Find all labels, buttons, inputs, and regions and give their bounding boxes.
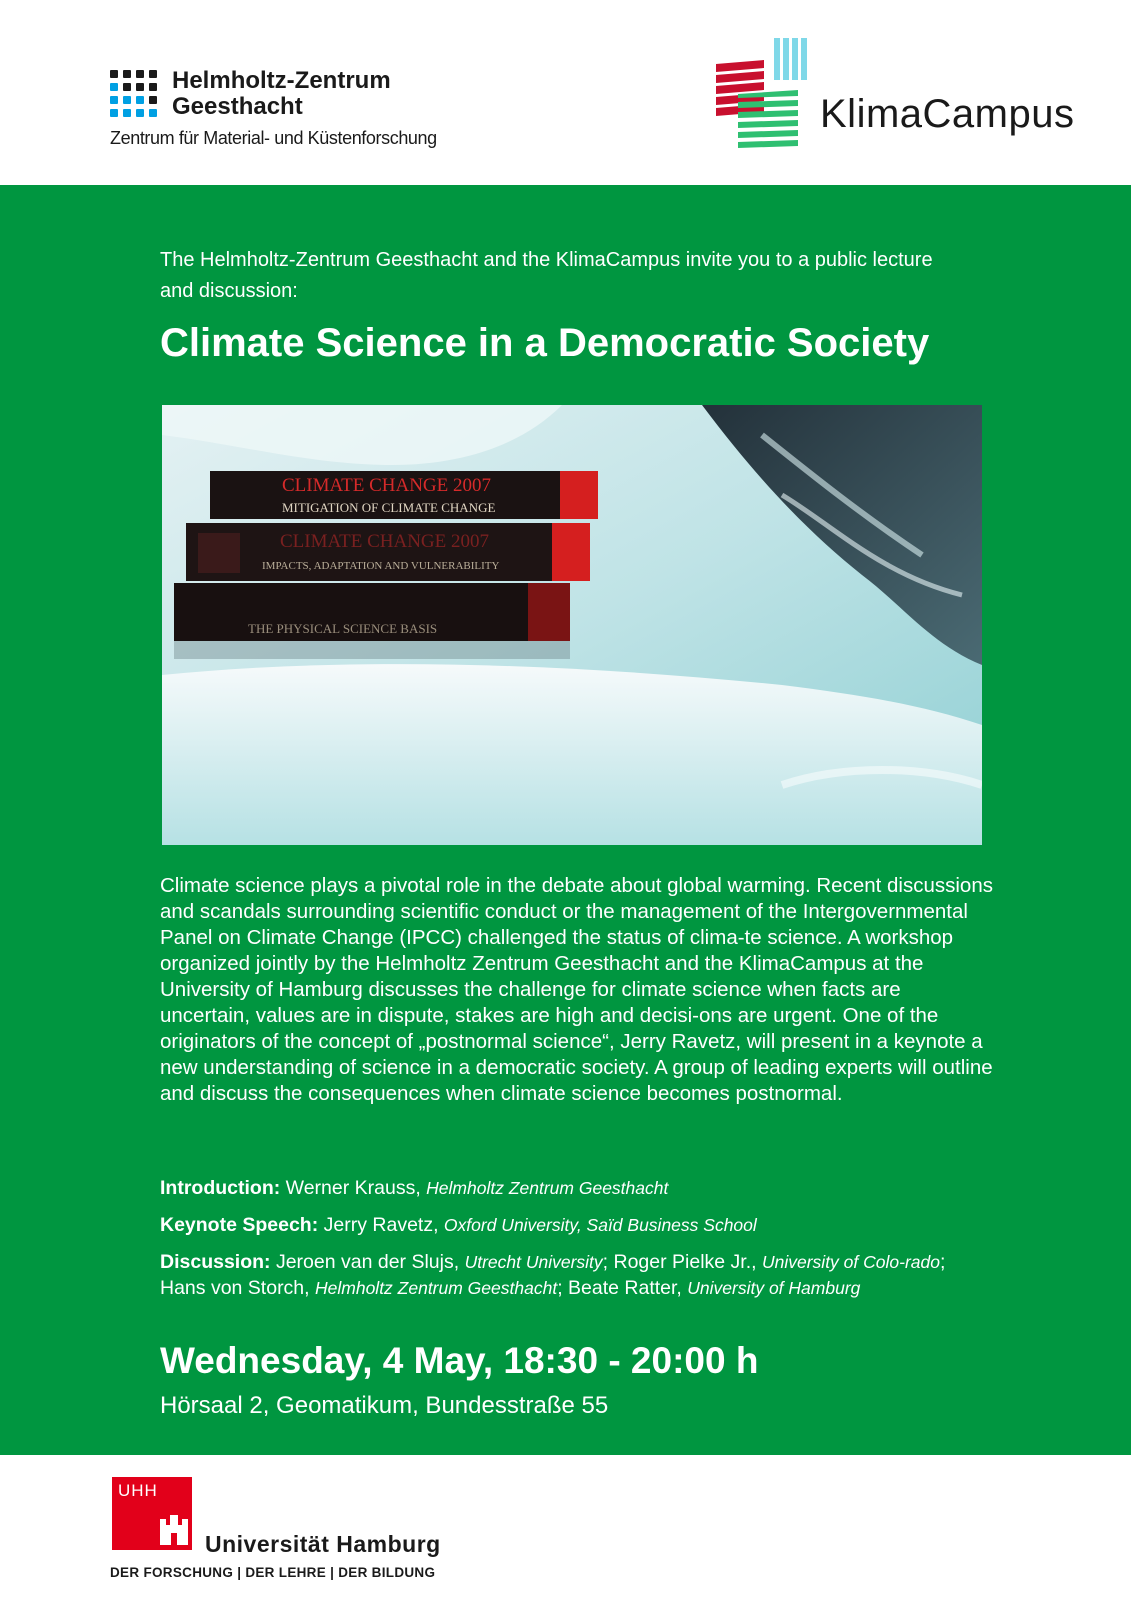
discussion-p4-affiliation: University of Hamburg (687, 1278, 861, 1298)
discussion-p2-affiliation: University of Colo-rado (761, 1252, 940, 1272)
speaker-introduction (160, 1175, 996, 1201)
castle-icon (156, 1511, 192, 1547)
discussion-p2-name: ; Roger Pielke Jr., (602, 1251, 757, 1273)
speakers (160, 1175, 996, 1312)
hzg-name (172, 68, 391, 120)
book1-title: CLIMATE CHANGE 2007 (282, 475, 491, 496)
hzg-name-line2: Geesthacht (172, 93, 303, 120)
book3-subtitle: THE PHYSICAL SCIENCE BASIS (248, 621, 438, 636)
introduction-name: Werner Krauss, (285, 1177, 421, 1199)
hzg-name-line1: Helmholtz-Zentrum (172, 67, 391, 94)
main-panel (0, 185, 1131, 1455)
header (0, 0, 1131, 185)
description: Climate science plays a pivotal role in the debate about global warming. Recent discussions and scandals surrounding scientific conduct or the management of the Intergovernmental Panel on Climate Change (IPCC) challenged the status of clima-te science. A workshop organized jointly by the Helmholtz Zentrum Geesthacht and the KlimaCampus at the University of Hamburg discusses the challenge for climate science when facts are uncertain, values are in dispute, stakes are high and decisi-ons are urgent. One of the originators of the concept of „postnormal science“, Jerry Ravetz, will present in a keynote a new understanding of science in a democratic society. A group of leading experts will outline and discuss the consequences when climate science becomes postnormal. (160, 874, 993, 1105)
speaker-discussion (160, 1249, 996, 1301)
invitation-intro: The Helmholtz-Zentrum Geesthacht and the KlimaCampus invite you to a public lecture and discussion: (160, 249, 933, 302)
klimacampus-logo (714, 38, 1074, 150)
university-name: Universität Hamburg (205, 1531, 441, 1557)
discussion-p4-name: ; Beate Ratter, (557, 1277, 682, 1299)
speaker-keynote (160, 1212, 996, 1238)
discussion-label: Discussion: (160, 1251, 271, 1273)
discussion-p1-affiliation: Utrecht University (464, 1252, 603, 1272)
cover-photo (162, 405, 982, 845)
book2-title: CLIMATE CHANGE 2007 (280, 531, 489, 552)
discussion-p3-name: ; Hans von Storch, (160, 1251, 946, 1299)
introduction-affiliation: Helmholtz Zentrum Geesthacht (426, 1178, 669, 1198)
hzg-dots-icon (110, 70, 160, 118)
keynote-name: Jerry Ravetz, (323, 1214, 439, 1236)
footer (0, 1455, 1131, 1600)
event-datetime: Wednesday, 4 May, 18:30 - 20:00 h (160, 1340, 759, 1381)
klimacampus-mark-icon (714, 38, 824, 150)
book1-subtitle: MITIGATION OF CLIMATE CHANGE (282, 500, 496, 515)
ice-water-image (162, 405, 982, 845)
uhh-letters: UHH (118, 1481, 158, 1500)
university-tagline: DER FORSCHUNG | DER LEHRE | DER BILDUNG (110, 1565, 436, 1580)
hzg-subtitle: Zentrum für Material- und Küstenforschung (110, 128, 437, 148)
event-venue: Hörsaal 2, Geomatikum, Bundesstraße 55 (160, 1392, 609, 1419)
keynote-affiliation: Oxford University, Saïd Business School (443, 1215, 757, 1235)
discussion-p1-name: Jeroen van der Slujs, (275, 1251, 460, 1273)
uhh-logo-icon (112, 1477, 192, 1550)
book2-subtitle: IMPACTS, ADAPTATION AND VULNERABILITY (262, 560, 500, 572)
lecture-title: Climate Science in a Democratic Society (160, 321, 930, 365)
discussion-p3-affiliation: Helmholtz Zentrum Geesthacht (315, 1278, 558, 1298)
keynote-label: Keynote Speech: (160, 1214, 319, 1236)
klimacampus-name: KlimaCampus (820, 92, 1075, 136)
introduction-label: Introduction: (160, 1177, 281, 1199)
